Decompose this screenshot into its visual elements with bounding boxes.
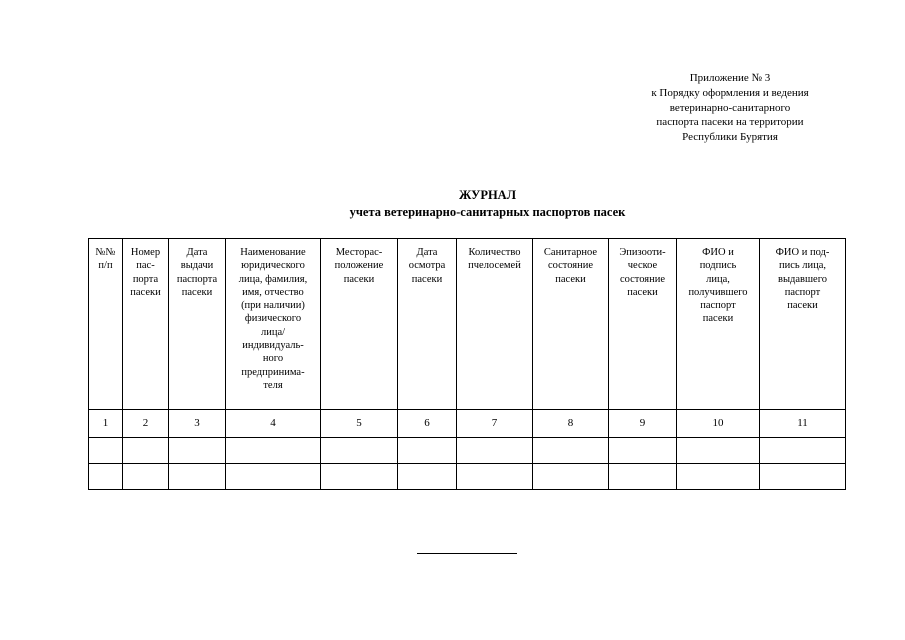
header-label: Дата осмотра пасеки xyxy=(408,247,446,285)
header-cell xyxy=(533,239,609,410)
header-cell xyxy=(123,239,169,410)
empty-cell xyxy=(398,464,457,490)
empty-cell xyxy=(89,464,123,490)
header-cell xyxy=(321,239,398,410)
header-cell xyxy=(760,239,846,410)
column-number-cell: 10 xyxy=(677,410,760,438)
header-cell xyxy=(398,239,457,410)
header-label: ФИО и под- пись лица, выдавшего паспорт пасеки xyxy=(775,247,830,312)
header-label: ФИО и подпись лица, получившего паспорт пасеки xyxy=(688,247,748,325)
header-cell xyxy=(89,239,123,410)
empty-cell xyxy=(677,438,760,464)
header-cell xyxy=(677,239,760,410)
appendix-line: Приложение № 3 xyxy=(689,72,771,84)
column-number-cell: 5 xyxy=(321,410,398,438)
journal-table xyxy=(88,238,846,490)
empty-cell xyxy=(226,464,321,490)
column-number-cell: 9 xyxy=(609,410,677,438)
empty-cell xyxy=(169,438,226,464)
journal-title-block xyxy=(250,187,725,221)
table-header-row xyxy=(89,239,846,410)
header-label: №№ п/п xyxy=(95,247,116,272)
empty-cell xyxy=(169,464,226,490)
empty-cell xyxy=(398,438,457,464)
empty-cell xyxy=(226,438,321,464)
appendix-line: Республики Бурятия xyxy=(682,131,778,144)
appendix-line: к Порядку оформления и ведения xyxy=(651,86,809,99)
empty-cell xyxy=(677,464,760,490)
empty-cell xyxy=(457,464,533,490)
empty-cell xyxy=(321,438,398,464)
empty-cell xyxy=(321,464,398,490)
empty-cell xyxy=(609,464,677,490)
column-number-row xyxy=(89,410,846,438)
empty-cell xyxy=(89,438,123,464)
column-number-cell: 6 xyxy=(398,410,457,438)
empty-cell xyxy=(533,438,609,464)
column-number-cell: 3 xyxy=(169,410,226,438)
header-label: Наименование юридического лица, фамилия, имя, отчество (при наличии) физического лица/ индивидуаль- ного предпринима- теля xyxy=(238,247,308,391)
column-number-cell: 4 xyxy=(226,410,321,438)
empty-cell xyxy=(123,464,169,490)
empty-cell xyxy=(609,438,677,464)
empty-cell xyxy=(760,438,846,464)
header-label: Номер пас- порта пасеки xyxy=(130,247,161,298)
empty-cell xyxy=(533,464,609,490)
header-cell xyxy=(226,239,321,410)
column-number-cell: 2 xyxy=(123,410,169,438)
column-number-cell: 8 xyxy=(533,410,609,438)
column-number-cell: 1 xyxy=(89,410,123,438)
empty-cell xyxy=(760,464,846,490)
empty-cell xyxy=(457,438,533,464)
header-cell xyxy=(457,239,533,410)
table-row xyxy=(89,464,846,490)
end-of-document-line xyxy=(417,553,517,554)
appendix-note xyxy=(610,71,850,145)
appendix-line: ветеринарно-санитарного xyxy=(669,101,791,114)
header-label: Месторас- положение пасеки xyxy=(334,247,384,285)
header-cell xyxy=(169,239,226,410)
column-number-cell: 7 xyxy=(457,410,533,438)
appendix-line: паспорта пасеки на территории xyxy=(656,116,804,129)
header-cell xyxy=(609,239,677,410)
empty-cell xyxy=(123,438,169,464)
table-row xyxy=(89,438,846,464)
header-label: Количество пчелосемей xyxy=(468,247,521,272)
header-label: Эпизооти- ческое состояние пасеки xyxy=(619,247,666,298)
journal-subtitle: учета ветеринарно-санитарных паспортов пасек xyxy=(349,205,626,219)
header-label: Санитарное состояние пасеки xyxy=(543,247,598,285)
header-label: Дата выдачи паспорта пасеки xyxy=(176,247,218,298)
column-number-cell: 11 xyxy=(760,410,846,438)
journal-title: ЖУРНАЛ xyxy=(458,188,517,202)
